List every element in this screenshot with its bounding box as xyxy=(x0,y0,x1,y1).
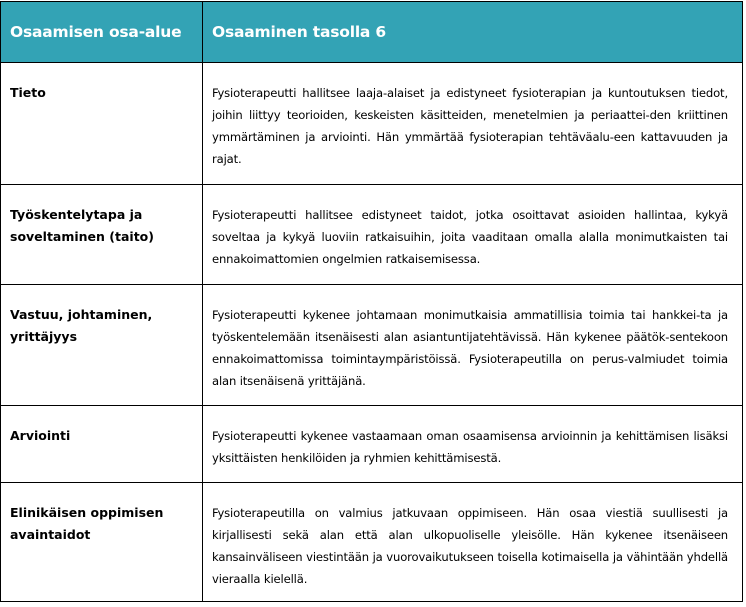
competence-area-cell: Elinikäisen oppimisen avaintaidot xyxy=(1,483,203,602)
table-row xyxy=(1,63,743,185)
table-row xyxy=(1,483,743,602)
competence-area-cell: Työskentelytapa ja soveltaminen (taito) xyxy=(1,185,203,285)
header-competence-level-6: Osaaminen tasolla 6 xyxy=(203,2,743,63)
competence-description-cell: Fysioterapeutti kykenee johtamaan monimutkaisia ammatillisia toimia tai hankkei-ta ja työskentelemään itsenäisesti alan asiantuntijatehtävissä. Hän kykenee päätök-sentekoon ennakoimattomissa toimintaympäristöissä. Fysioterapeutilla on perus-valmiudet toimia alan itsenäisenä yrittäjänä. xyxy=(203,285,743,406)
competence-area-cell: Tieto xyxy=(1,63,203,185)
competence-description-cell: Fysioterapeutti hallitsee edistyneet taidot, jotka osoittavat asioiden hallintaa, kykyä soveltaa ja kykyä luoviin ratkaisuihin, joita vaaditaan omalla alalla monimutkaisten tai ennakoimattomien ongelmien ratkaisemisessa. xyxy=(203,185,743,285)
table-row xyxy=(1,285,743,406)
header-row xyxy=(1,2,743,63)
competence-description-cell: Fysioterapeutti kykenee vastaamaan oman osaamisensa arvioinnin ja kehittämisen lisäksi yksittäisten henkilöiden ja ryhmien kehittämisestä. xyxy=(203,406,743,483)
competence-description-cell: Fysioterapeutilla on valmius jatkuvaan oppimiseen. Hän osaa viestiä suullisesti ja kirjallisesti sekä alan että alan ulkopuoliselle yleisölle. Hän kykenee itsenäiseen kansainväliseen viestintään ja vuorovaikutukseen toisella kotimaisella ja vähintään yhdellä vieraalla kielellä. xyxy=(203,483,743,602)
table-row xyxy=(1,185,743,285)
header-competence-area: Osaamisen osa-alue xyxy=(1,2,203,63)
competence-area-cell: Vastuu, johtaminen, yrittäjyys xyxy=(1,285,203,406)
table-row xyxy=(1,406,743,483)
competence-description-cell: Fysioterapeutti hallitsee laaja-alaiset ja edistyneet fysioterapian ja kuntoutuksen tiedot, joihin liittyy teorioiden, keskeisten käsitteiden, menetelmien ja periaattei-den kriittinen ymmärtäminen ja arviointi. Hän ymmärtää fysioterapian tehtäväalu-een kattavuuden ja rajat. xyxy=(203,63,743,185)
competence-table xyxy=(0,1,743,602)
competence-area-cell: Arviointi xyxy=(1,406,203,483)
